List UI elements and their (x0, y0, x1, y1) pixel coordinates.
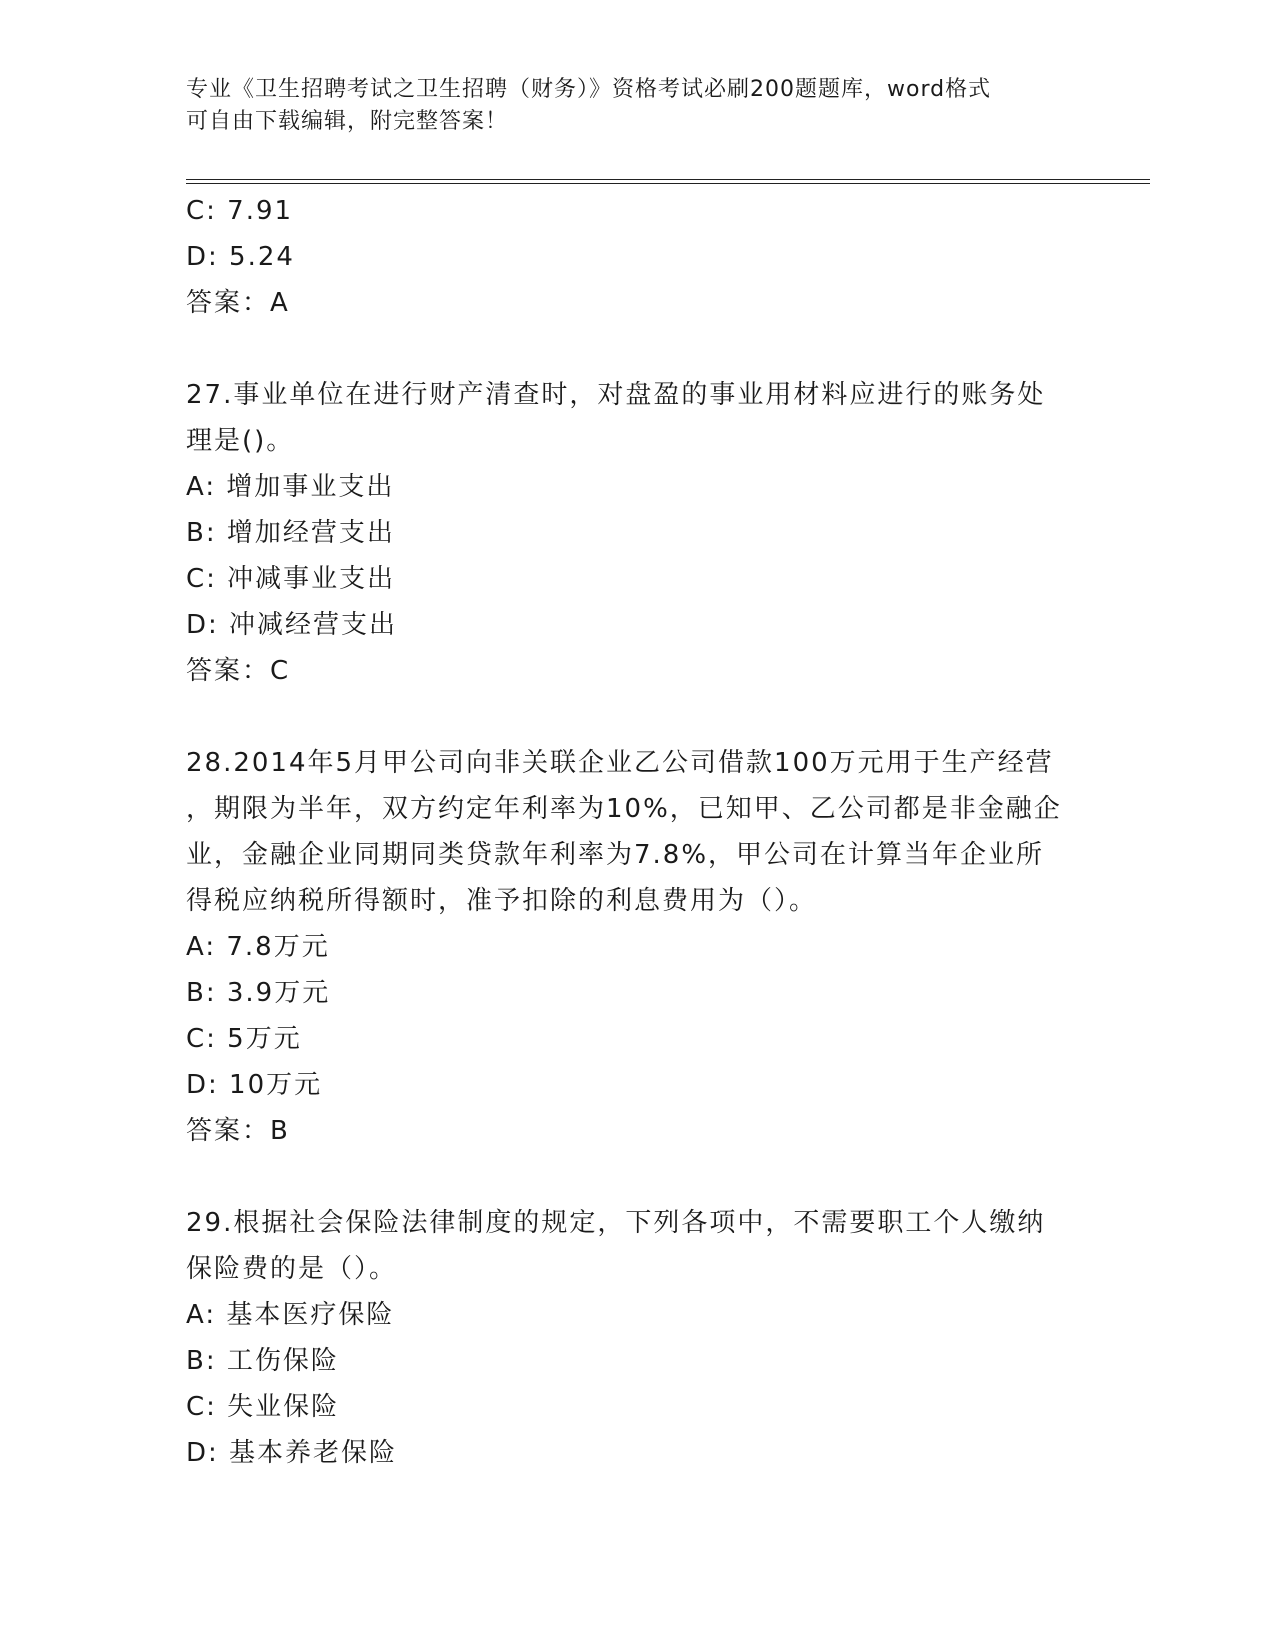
answer-line: 答案：C (186, 656, 291, 686)
text-line: B: 3.9万元 (186, 978, 331, 1008)
text-line: 业，金融企业同期同类贷款年利率为7.8%，甲公司在计算当年企业所 (186, 840, 1045, 870)
paragraph-gap (186, 326, 1086, 372)
text-line: C: 失业保险 (186, 1392, 340, 1422)
text-line: 理是()。 (186, 426, 295, 456)
text-line: C: 5万元 (186, 1024, 302, 1054)
answer-line: 答案：A (186, 288, 290, 318)
question-content (186, 188, 1086, 1476)
text-line: 27.事业单位在进行财产清查时，对盘盈的事业用材料应进行的账务处 (186, 380, 1046, 410)
text-line: D: 基本养老保险 (186, 1438, 398, 1468)
page-header (186, 74, 1066, 138)
header-line-1: 专业《卫生招聘考试之卫生招聘（财务）》资格考试必刷200题题库，word格式 (186, 77, 992, 102)
text-line: D: 冲减经营支出 (186, 610, 398, 640)
text-line: C: 冲减事业支出 (186, 564, 396, 594)
text-line: A: 基本医疗保险 (186, 1300, 395, 1330)
text-line: 29.根据社会保险法律制度的规定，下列各项中，不需要职工个人缴纳 (186, 1208, 1046, 1238)
text-line: D: 5.24 (186, 242, 295, 272)
text-line: 保险费的是（）。 (186, 1254, 398, 1284)
answer-line: 答案：B (186, 1116, 290, 1146)
text-line: ，期限为半年，双方约定年利率为10%，已知甲、乙公司都是非金融企 (186, 794, 1062, 824)
text-line: 得税应纳税所得额时，准予扣除的利息费用为（）。 (186, 886, 818, 916)
text-line: A: 7.8万元 (186, 932, 330, 962)
text-line: B: 工伤保险 (186, 1346, 339, 1376)
text-line: C: 7.91 (186, 196, 294, 226)
header-divider-bottom (186, 183, 1150, 184)
paragraph-gap (186, 694, 1086, 740)
text-line: D: 10万元 (186, 1070, 323, 1100)
header-divider-top (186, 179, 1150, 180)
text-line: A: 增加事业支出 (186, 472, 395, 502)
paragraph-gap (186, 1154, 1086, 1200)
header-line-2: 可自由下载编辑，附完整答案！ (186, 109, 509, 134)
text-line: 28.2014年5月甲公司向非关联企业乙公司借款100万元用于生产经营 (186, 748, 1054, 778)
text-line: B: 增加经营支出 (186, 518, 395, 548)
